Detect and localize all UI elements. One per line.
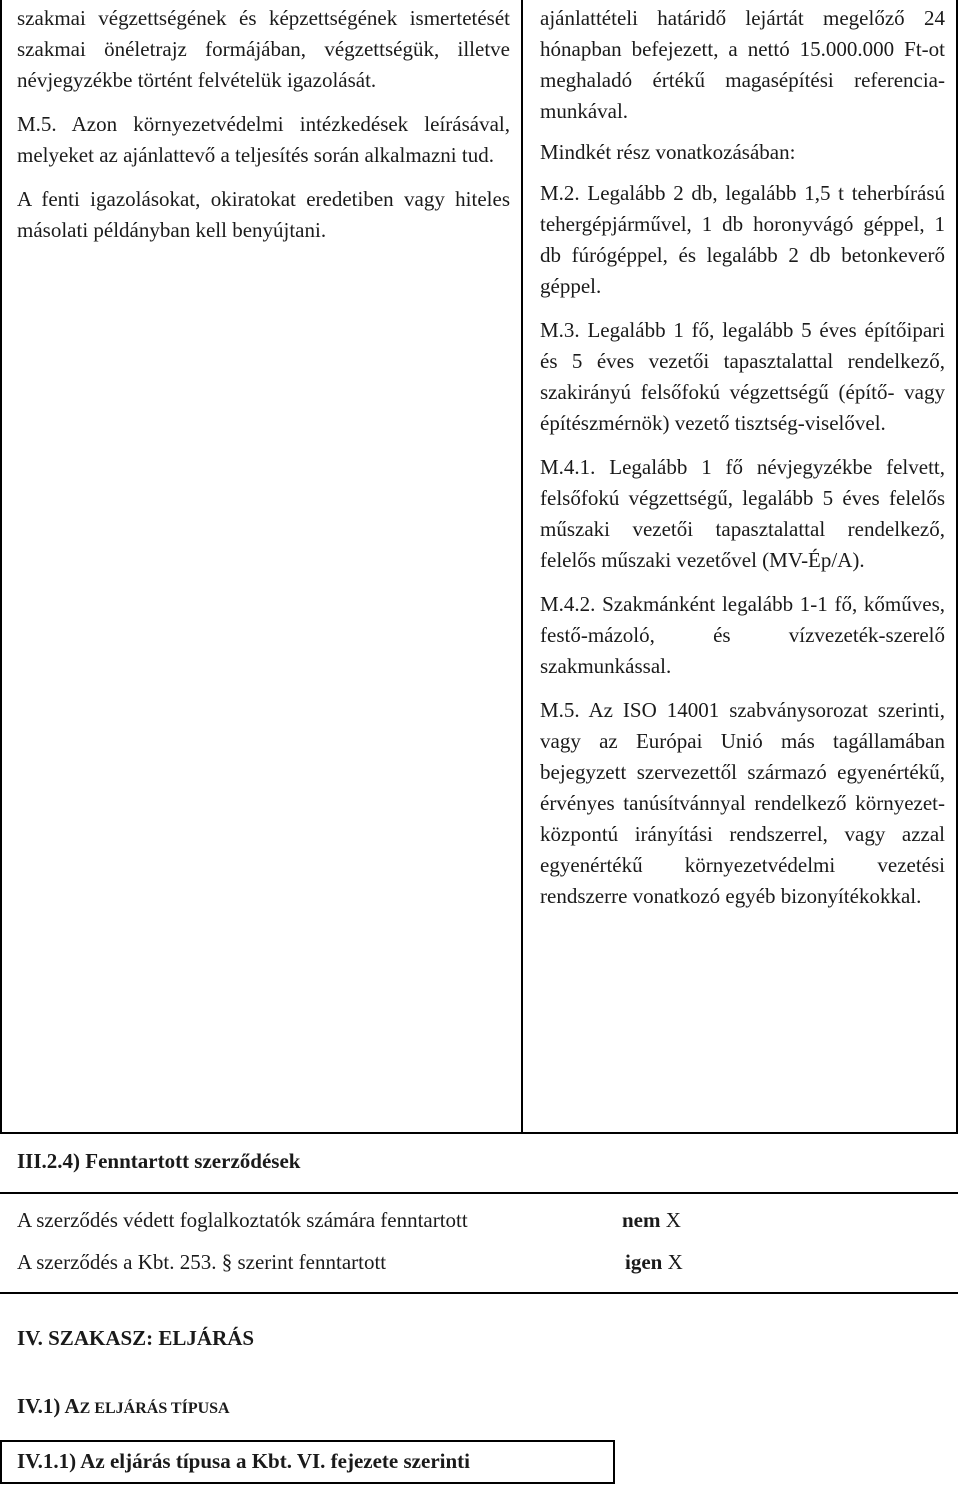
reserved-row-1-label: A szerződés védett foglalkoztatók számára fenntartott (17, 1208, 468, 1232)
column-divider (521, 0, 523, 1134)
left-column (17, 0, 510, 259)
right-paragraph-7: M.5. Az ISO 14001 szabványsorozat szerinti, vagy az Európai Unió más tagállamában bejegyzett szervezettől származó egyenértékű, érvényes tanúsítvánnyal rendelkező környezet-központú irányítási rendszerrel, vagy azzal egyenértékű környezetvédelmi vezetési rendszerre vonatkozó egyéb bizonyítékokkal. (540, 698, 945, 908)
reserved-row-2-mark: X (667, 1250, 683, 1274)
reserved-contracts-heading: III.2.4) Fenntartott szerződések (17, 1149, 301, 1173)
left-paragraph-2: M.5. Azon környezetvédelmi intézkedések leírásával, melyeket az ajánlattevő a teljesítés során alkalmazni tud. (17, 112, 510, 167)
left-paragraph-1: szakmai végzettségének és képzettségének ismertetését szakmai önéletrajz formájában, végzettségük, illetve névjegyzékbe történt felvételük igazolását. (17, 6, 510, 92)
right-column (540, 0, 945, 925)
reserved-row-2-label: A szerződés a Kbt. 253. § szerint fenntartott (17, 1250, 387, 1274)
right-paragraph-4: M.3. Legalább 1 fő, legalább 5 éves építőipari és 5 éves vezetői tapasztalattal rendelkező, szakirányú felsőfokú végzettségű (építő- vagy építészmérnök) vezető tisztség-viselővel. (540, 318, 945, 435)
procedure-type-subheading (17, 1391, 230, 1424)
right-paragraph-6: M.4.2. Szakmánként legalább 1-1 fő, kőműves, festő-mázoló, és vízvezeték-szerelő szakmunkással. (540, 592, 945, 678)
right-paragraph-5: M.4.1. Legalább 1 fő névjegyzékbe felvett, felsőfokú végzettségű, legalább 5 éves felelős műszaki vezetői tapasztalattal rendelkező, felelős műszaki vezetővel (MV-Ép/A). (540, 455, 945, 572)
right-paragraph-3: M.2. Legalább 2 db, legalább 1,5 t teherbírású tehergépjárművel, 1 db horonyvágó géppel, 1 db fúrógéppel, és legalább 2 db betonkeverő géppel. (540, 181, 945, 298)
section-iv-heading: IV. SZAKASZ: ELJÁRÁS (17, 1326, 255, 1350)
reserved-row-1-value (622, 1205, 681, 1235)
reserved-row-1-mark: X (665, 1208, 681, 1232)
procedure-type-box: IV.1.1) Az eljárás típusa a Kbt. VI. fejezete szerinti (0, 1440, 615, 1484)
left-paragraph-3: A fenti igazolásokat, okiratokat eredetiben vagy hiteles másolati példányban kell benyújtani. (17, 187, 510, 242)
right-paragraph-2: Mindkét rész vonatkozásában: (540, 140, 796, 164)
reserved-row-1-answer: nem (622, 1208, 661, 1232)
reserved-contracts-box (0, 1192, 958, 1294)
right-paragraph-1: ajánlattételi határidő lejártát megelőző 24 hónapban befejezett, a nettó 15.000.000 Ft-ot meghaladó értékű magasépítési referencia-munkával. (540, 6, 945, 123)
procedure-type-rest: Z ELJÁRÁS TÍPUSA (79, 1400, 230, 1417)
reserved-row-2-answer: igen (625, 1250, 663, 1274)
procedure-type-prefix: IV.1) A (17, 1394, 80, 1418)
reserved-row-2-value (625, 1247, 683, 1277)
